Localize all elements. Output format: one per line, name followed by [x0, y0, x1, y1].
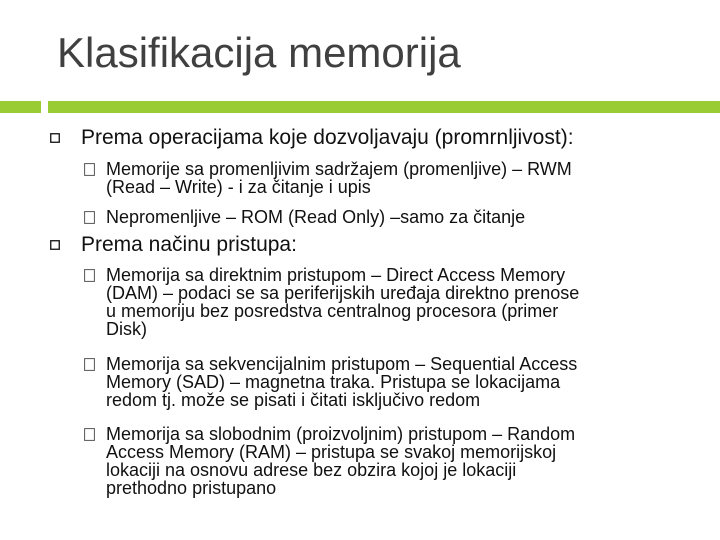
- placeholder-box-icon: [84, 211, 95, 224]
- list-item-text: Memorije sa promenljivim sadržajem (promenljive) – RWM (Read – Write) - i za čitanje i upis: [106, 159, 572, 197]
- list-item-text: Memorija sa slobodnim (proizvoljnim) pristupom – Random Access Memory (RAM) – pristupa se svakoj memorijskoj lokaciji na osnovu adrese bez obzira kojoj je lokaciji prethodno pristupano: [106, 424, 576, 498]
- square-outline-icon: [50, 133, 60, 143]
- section-heading-text: Prema operacijama koje dozvoljavaju (promrnljivost):: [81, 126, 574, 149]
- placeholder-box-icon: [84, 163, 95, 176]
- section-heading-text: Prema načinu pristupa:: [81, 233, 297, 256]
- slide-title: Klasifikacija memorija: [57, 29, 461, 76]
- placeholder-box-icon: [84, 269, 95, 282]
- placeholder-box-icon: [84, 428, 95, 441]
- square-outline-icon: [50, 240, 60, 250]
- list-item-text: Memorija sa direktnim pristupom – Direct Access Memory (DAM) – podaci se sa periferijskih uređaja direktno prenose u memoriju bez posredstva centralnog procesora (primer Disk): [106, 265, 580, 339]
- placeholder-box-icon: [84, 358, 95, 371]
- list-item-text: Memorija sa sekvencijalnim pristupom – Sequential Access Memory (SAD) – magnetna traka. Pristupa se lokacijama redom tj. može se pisati i čitati isključivo redom: [106, 354, 578, 410]
- list-item-text: Nepromenljive – ROM (Read Only) –samo za čitanje: [106, 207, 526, 227]
